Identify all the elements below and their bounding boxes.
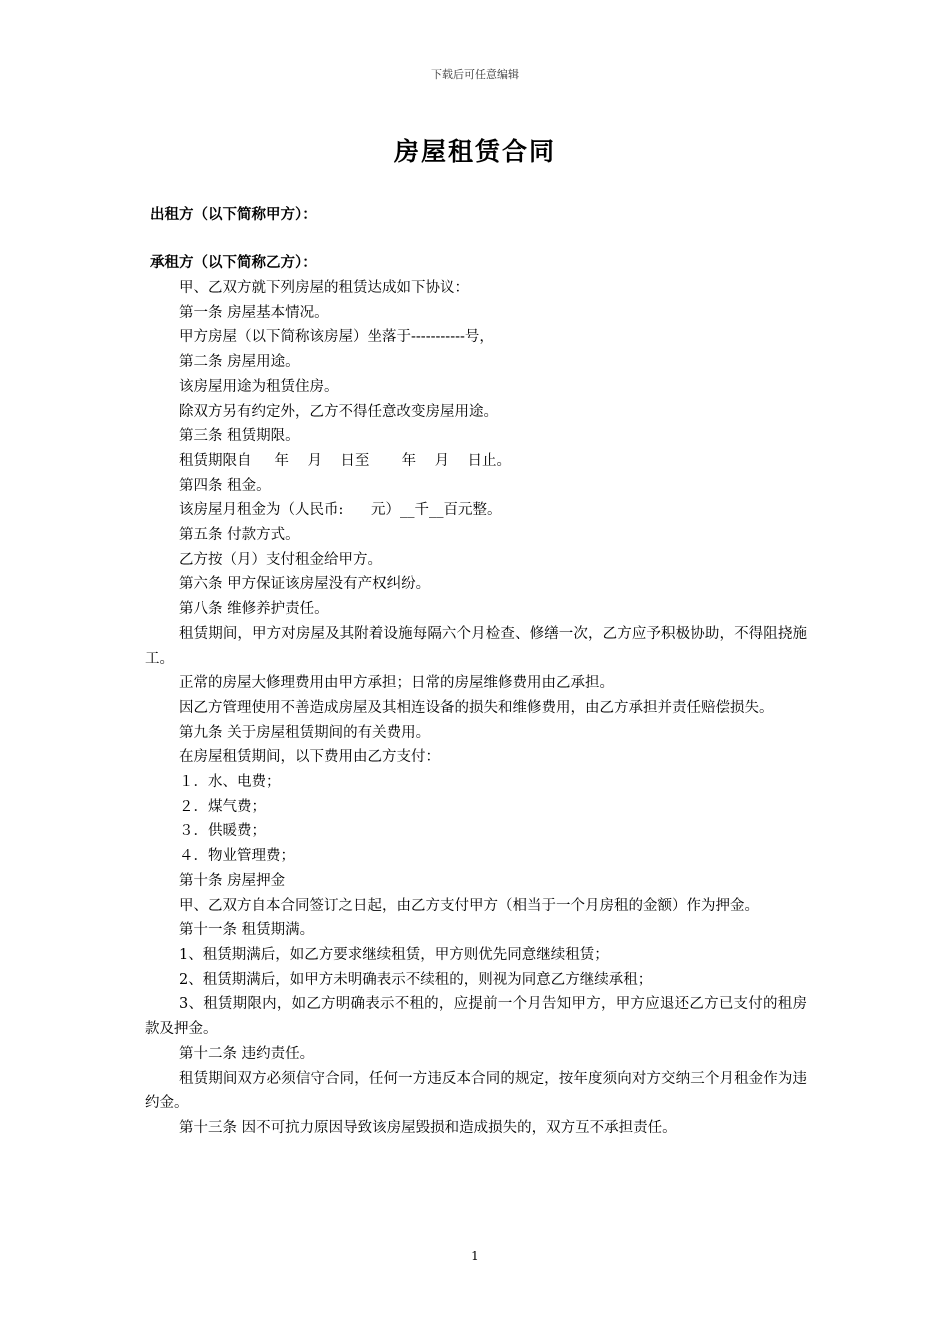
page-number: 1 <box>471 1249 479 1263</box>
article-heading: 第二条 房屋用途。 <box>179 354 300 371</box>
article-heading: 第十二条 违约责任。 <box>179 1045 315 1062</box>
paragraph: 租赁期间双方必须信守合同，任何一方违反本合同的规定，按年度须向对方交纳三个月租金作为违约金。 <box>145 1070 807 1112</box>
list-item: １．水、电费； <box>179 774 281 791</box>
article-heading: 第一条 房屋基本情况。 <box>179 304 329 321</box>
list-item: ４．物业管理费； <box>179 848 295 865</box>
contract-body <box>145 276 807 1141</box>
article-heading: 第四条 租金。 <box>179 477 271 494</box>
party-b-line: 承租方（以下简称乙方）： <box>150 255 317 271</box>
list-item: 3、租赁期限内，如乙方明确表示不租的，应提前一个月告知甲方，甲方应退还乙方已支付的租房款及押金。 <box>145 996 807 1038</box>
paragraph: 租赁期间，甲方对房屋及其附着设施每隔六个月检查、修缮一次，乙方应予积极协助，不得阻挠施工。 <box>145 625 807 667</box>
paragraph: 第十三条 因不可抗力原因导致该房屋毁损和造成损失的，双方互不承担责任。 <box>179 1119 677 1136</box>
paragraph: 该房屋月租金为（人民币: 元）__千__百元整。 <box>179 502 502 519</box>
list-item: ３．供暖费； <box>179 823 266 840</box>
party-a-line: 出租方（以下简称甲方）： <box>150 207 317 223</box>
article-heading: 第五条 付款方式。 <box>179 527 300 544</box>
document-title: 房屋租赁合同 <box>393 137 556 166</box>
article-heading: 第十一条 租赁期满。 <box>179 922 315 939</box>
paragraph: 甲方房屋（以下简称该房屋）坐落于-----------号， <box>179 329 494 346</box>
article-heading: 第三条 租赁期限。 <box>179 428 300 445</box>
article-heading: 第六条 甲方保证该房屋没有产权纠纷。 <box>179 576 431 593</box>
paragraph: 除双方另有约定外，乙方不得任意改变房屋用途。 <box>179 403 498 420</box>
paragraph: 甲、乙双方就下列房屋的租赁达成如下协议： <box>179 280 469 296</box>
paragraph: 正常的房屋大修理费用由甲方承担；日常的房屋维修费用由乙承担。 <box>179 675 614 692</box>
paragraph: 租赁期限自 年 月 日至 年 月 日止。 <box>179 452 512 469</box>
list-item: 2、租赁期满后，如甲方未明确表示不续租的，则视为同意乙方继续承租； <box>179 971 653 988</box>
list-item: ２．煤气费； <box>179 798 266 815</box>
paragraph: 乙方按（月）支付租金给甲方。 <box>179 551 382 568</box>
paragraph: 在房屋租赁期间，以下费用由乙方支付： <box>179 749 440 766</box>
header-note: 下载后可任意编辑 <box>431 68 519 81</box>
article-heading: 第八条 维修养护责任。 <box>179 601 329 618</box>
paragraph: 因乙方管理使用不善造成房屋及其相连设备的损失和维修费用，由乙方承担并责任赔偿损失。 <box>179 699 774 716</box>
article-heading: 第九条 关于房屋租赁期间的有关费用。 <box>179 724 431 741</box>
article-heading: 第十条 房屋押金 <box>179 872 286 889</box>
paragraph: 该房屋用途为租赁住房。 <box>179 378 339 395</box>
list-item: 1、租赁期满后，如乙方要求继续租赁，甲方则优先同意继续租赁； <box>179 946 609 963</box>
paragraph: 甲、乙双方自本合同签订之日起，由乙方支付甲方（相当于一个月房租的金额）作为押金。 <box>179 897 759 914</box>
